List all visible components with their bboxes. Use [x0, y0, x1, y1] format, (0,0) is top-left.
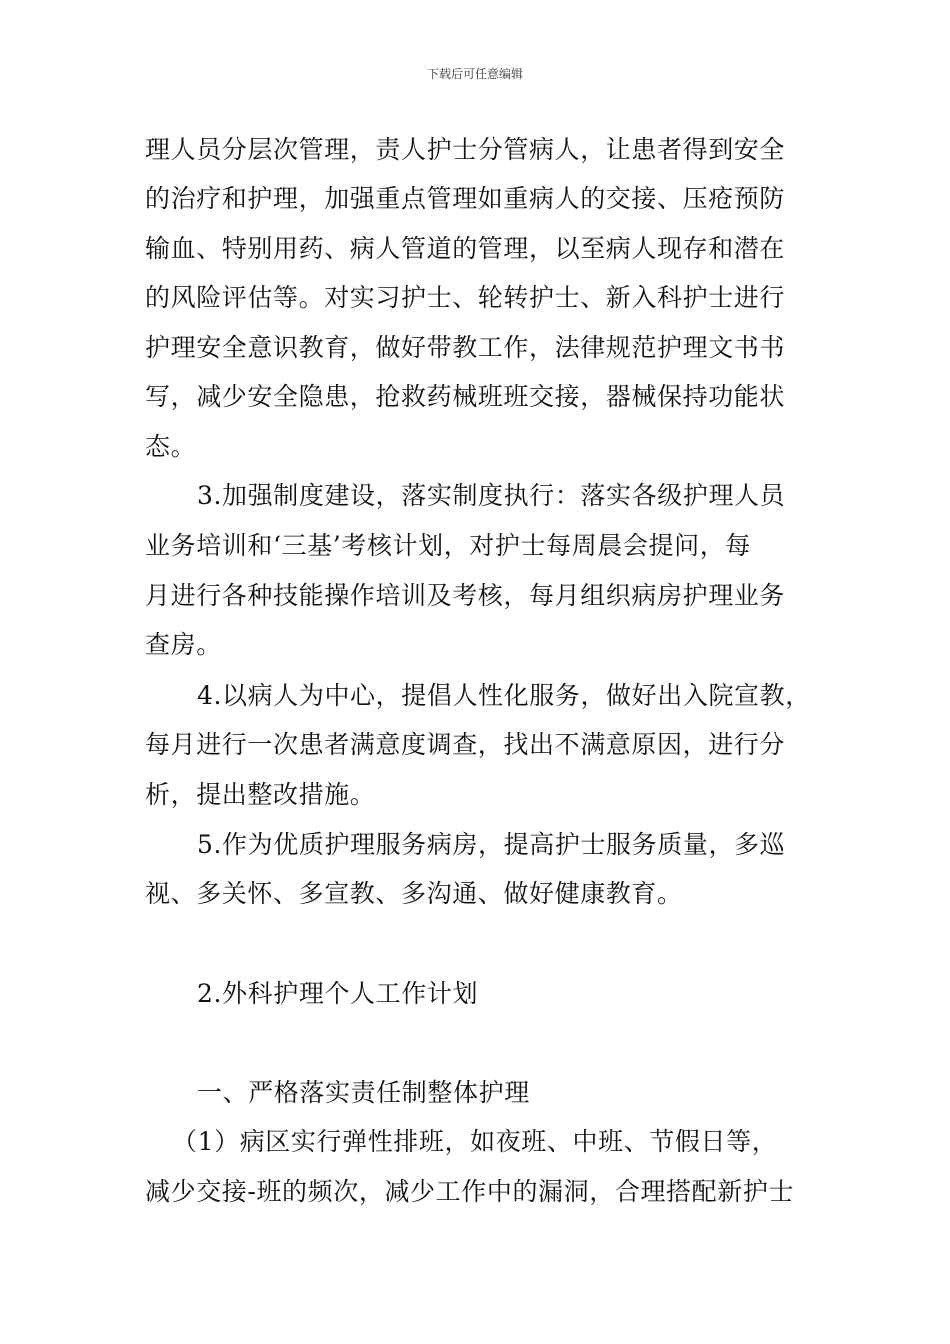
paragraph-line: 输血、特别用药、病人管道的管理，以至病人现存和潜在	[145, 234, 786, 263]
section-heading: 2.外科护理个人工作计划	[197, 979, 479, 1008]
paragraph-line: 月进行各种技能操作培训及考核，每月组织病房护理业务	[145, 581, 786, 610]
paragraph-line: 理人员分层次管理，责人护士分管病人，让患者得到安全	[145, 135, 786, 164]
paragraph-line: 的治疗和护理，加强重点管理如重病人的交接、压疮预防	[145, 184, 786, 213]
subsection-heading: 一、严格落实责任制整体护理	[197, 1078, 530, 1107]
download-note: 下载后可任意编辑	[426, 67, 523, 81]
paragraph-line: 护理安全意识教育，做好带教工作，法律规范护理文书书	[145, 333, 786, 362]
paragraph-line: 3.加强制度建设，落实制度执行：落实各级护理人员	[197, 481, 786, 510]
paragraph-line: 视、多关怀、多宣教、多沟通、做好健康教育。	[145, 879, 683, 908]
paragraph-line: 写，减少安全隐患，抢救药械班班交接，器械保持功能状	[145, 382, 786, 411]
paragraph-line: 5.作为优质护理服务病房，提高护士服务质量，多巡	[197, 830, 786, 859]
paragraph-line: （1）病区实行弹性排班，如夜班、中班、节假日等，	[172, 1127, 778, 1156]
paragraph-line: 析，提出整改措施。	[145, 780, 376, 809]
paragraph-line: 态。	[145, 432, 197, 461]
paragraph-line: 减少交接-班的频次，减少工作中的漏洞，合理搭配新护士	[145, 1177, 795, 1206]
paragraph-line: 查房。	[145, 630, 222, 659]
paragraph-line: 的风险评估等。对实习护士、轮转护士、新入科护士进行	[145, 283, 786, 312]
paragraph-line: 业务培训和‘三基’考核计划，对护士每周晨会提问，每	[145, 531, 751, 560]
paragraph-line: 每月进行一次患者满意度调查，找出不满意原因，进行分	[145, 730, 786, 759]
paragraph-line: 4.以病人为中心，提倡人性化服务，做好出入院宣教，	[197, 681, 811, 710]
